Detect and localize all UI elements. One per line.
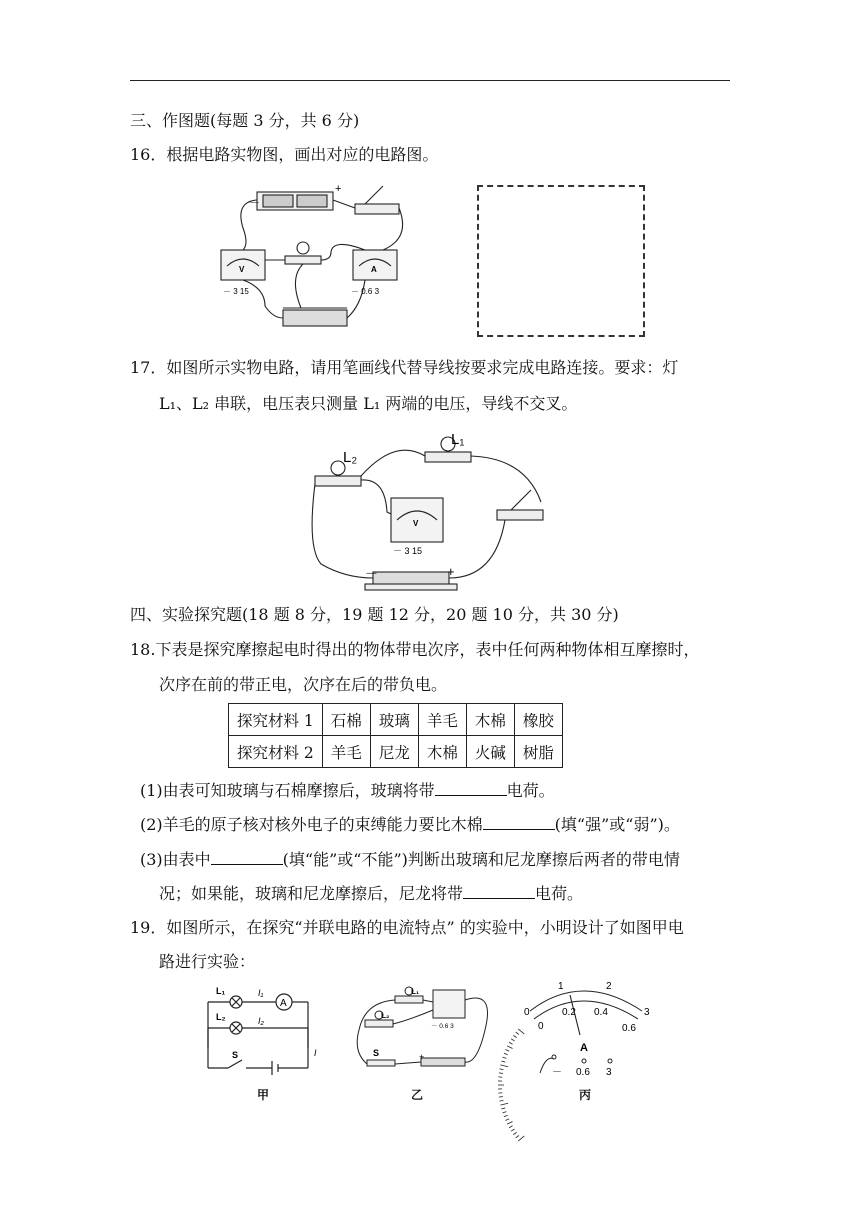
jia-l2: L₂ — [216, 1012, 226, 1022]
dial-tick — [505, 1050, 509, 1052]
table-cell: 羊毛 — [418, 704, 466, 736]
dial-term-3: 3 — [606, 1067, 612, 1078]
table-cell: 树脂 — [514, 736, 562, 768]
table-row — [229, 736, 563, 768]
dial-upper-1: 1 — [558, 981, 564, 992]
dial-tick — [503, 1112, 507, 1113]
q18-part3-tail: 电荷。 — [535, 884, 584, 903]
q18-part2-tail: (填“强”或“弱”)。 — [554, 815, 680, 834]
q17-line2: L₁、L₂ 串联，电压表只测量 L₁ 两端的电压，导线不交叉。 — [159, 394, 578, 413]
q17-battery-plus: + — [447, 564, 455, 579]
battery-minus: － — [249, 197, 260, 209]
q18-line1: 18.下表是探究摩擦起电时得出的物体带电次序，表中任何两种物体相互摩擦时， — [130, 640, 700, 659]
q18-part3-text: (3)由表中 — [140, 850, 211, 869]
jia-i1: I₁ — [258, 988, 264, 998]
dial-tick — [499, 1097, 503, 1098]
dial-tick — [507, 1121, 512, 1124]
dial-term-06: 0.6 — [576, 1067, 590, 1078]
q17-battery-minus: － — [365, 566, 379, 581]
table-row — [229, 704, 563, 736]
materials-table — [228, 703, 563, 768]
dial-tick — [500, 1103, 508, 1105]
voltmeter-terminals: － 3 15 — [223, 287, 249, 296]
q17-voltmeter-terminals: － 3 15 — [393, 546, 423, 556]
section4-heading: 四、实验探究题(18 题 8 分，19 题 12 分，20 题 10 分，共 30 分) — [130, 605, 619, 624]
table-cell: 橡胶 — [514, 704, 562, 736]
answer-blank[interactable] — [463, 884, 535, 899]
q18-part3-mid: (填“能”或“不能”)判断出玻璃和尼龙摩擦后两者的带电情 — [282, 850, 680, 869]
q17-line1: 17．如图所示实物电路，请用笔画线代替导线按要求完成电路连接。要求：灯 — [130, 358, 679, 377]
dial-tick — [504, 1053, 508, 1054]
dial-tick — [503, 1057, 507, 1058]
yi-l1: L₁ — [411, 987, 420, 996]
q19-line1: 19．如图所示，在探究“并联电路的电流特点” 的实验中，小明设计了如图甲电 — [130, 918, 684, 937]
table-cell: 探究材料 1 — [229, 704, 323, 736]
table-cell: 石棉 — [322, 704, 370, 736]
yi-ammeter-terminals: － 0.6 3 — [431, 1023, 454, 1030]
dial-lower-3: 0.6 — [622, 1023, 636, 1034]
q18-part3-cont — [159, 884, 583, 904]
dial-tick — [499, 1100, 503, 1101]
dial-lower-2: 0.4 — [594, 1007, 608, 1018]
dial-tick — [501, 1108, 505, 1109]
dial-upper-2: 2 — [606, 981, 612, 992]
table-cell: 木棉 — [466, 704, 514, 736]
physical-yi-figure — [345, 980, 495, 1076]
dial-tick — [507, 1046, 512, 1049]
caption-jia: 甲 — [257, 1088, 270, 1102]
dial-tick — [509, 1126, 512, 1128]
jia-s: S — [232, 1050, 239, 1060]
q18-part2-text: (2)羊毛的原子核对核外电子的束缚能力要比木棉 — [140, 815, 483, 834]
yi-l2: L₂ — [381, 1011, 390, 1020]
dial-symbol: A — [580, 1042, 588, 1054]
dial-upper-3: 3 — [644, 1007, 650, 1018]
q17-circuit-figure — [305, 428, 565, 596]
dial-tick — [513, 1132, 516, 1134]
dial-tick — [511, 1039, 514, 1041]
table-cell: 探究材料 2 — [229, 736, 323, 768]
dial-tick — [504, 1115, 508, 1116]
jia-i2: I₂ — [258, 1016, 264, 1026]
battery-plus: + — [335, 183, 342, 195]
table-cell: 玻璃 — [370, 704, 418, 736]
ammeter-symbol: A — [371, 265, 377, 274]
q18-part1-tail: 电荷。 — [506, 781, 555, 800]
answer-blank[interactable] — [483, 815, 555, 830]
dial-lower-0: 0 — [538, 1021, 544, 1032]
q16-text: 16．根据电路实物图，画出对应的电路图。 — [130, 145, 439, 164]
dial-tick — [513, 1035, 516, 1037]
caption-bing: 丙 — [579, 1088, 592, 1102]
schematic-jia-figure — [198, 980, 330, 1076]
answer-blank[interactable] — [211, 850, 283, 865]
ammeter-dial-figure — [510, 975, 660, 1078]
q17-voltmeter-symbol: V — [413, 519, 419, 528]
table-cell: 火碱 — [466, 736, 514, 768]
yi-battery-plus: + — [419, 1052, 425, 1062]
jia-ammeter: A — [280, 998, 287, 1009]
l1-label: L₁ — [451, 431, 465, 448]
q18-part2 — [140, 815, 680, 835]
q16-circuit-figure — [205, 178, 380, 340]
dial-tick — [509, 1042, 512, 1044]
caption-yi: 乙 — [411, 1088, 424, 1102]
dial-tick — [500, 1065, 508, 1067]
jia-l1: L₁ — [216, 986, 226, 996]
l2-label: L₂ — [343, 449, 358, 466]
dial-tick — [518, 1136, 524, 1141]
q19-line2: 路进行实验： — [159, 952, 256, 971]
dial-tick — [516, 1136, 519, 1138]
q18-part1-text: (1)由表可知玻璃与石棉摩擦后，玻璃将带 — [140, 781, 435, 800]
q18-line2: 次序在前的带正电，次序在后的带负电。 — [159, 675, 448, 694]
answer-dashed-box — [477, 185, 645, 337]
dial-tick — [499, 1069, 503, 1070]
q18-part1 — [140, 781, 555, 801]
dial-tick — [518, 1029, 524, 1034]
voltmeter-symbol: V — [239, 265, 245, 274]
dial-term-neg: － — [552, 1067, 562, 1078]
dial-tick — [499, 1073, 503, 1074]
answer-blank[interactable] — [435, 781, 507, 796]
q18-part3-text2: 况；如果能，玻璃和尼龙摩擦后，尼龙将带 — [159, 884, 464, 903]
dial-upper-0: 0 — [524, 1007, 530, 1018]
dial-tick — [501, 1061, 505, 1062]
jia-i: I — [314, 1048, 317, 1058]
table-cell: 尼龙 — [370, 736, 418, 768]
dial-lower-1: 0.2 — [562, 1007, 576, 1018]
q18-part3 — [140, 850, 680, 870]
top-rule — [130, 80, 730, 81]
table-cell: 羊毛 — [322, 736, 370, 768]
table-cell: 木棉 — [418, 736, 466, 768]
dial-tick — [511, 1129, 514, 1131]
ammeter-terminals: － 0.6 3 — [351, 287, 380, 296]
dial-tick — [505, 1119, 509, 1121]
dial-tick — [516, 1032, 519, 1034]
section3-heading: 三、作图题(每题 3 分，共 6 分) — [130, 111, 360, 130]
yi-s: S — [373, 1048, 380, 1058]
